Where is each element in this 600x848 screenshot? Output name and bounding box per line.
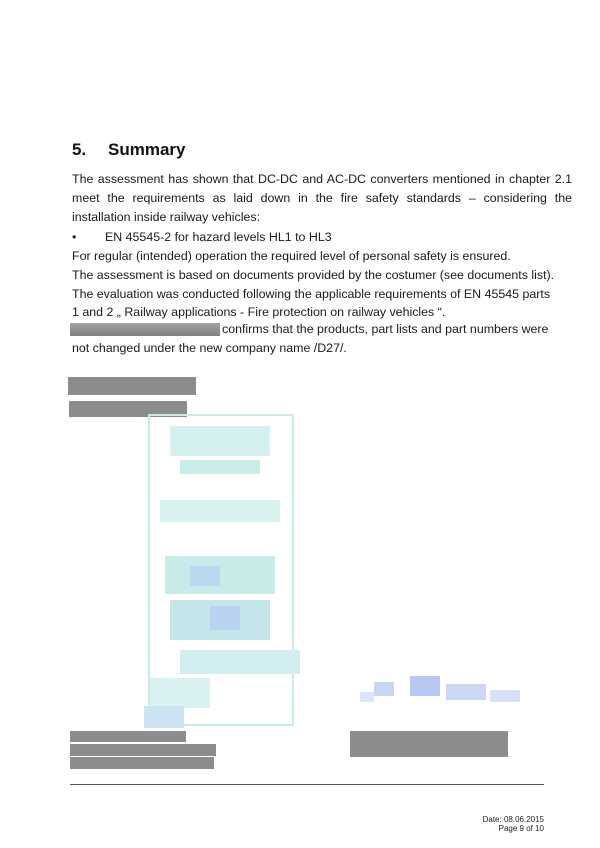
bullet-list-item xyxy=(72,228,332,247)
confirmation-line-2: not changed under the new company name /D27/. xyxy=(72,341,347,355)
safety-paragraph: For regular (intended) operation the required level of personal safety is ensured. xyxy=(72,249,511,263)
assessment-paragraph: The assessment has shown that DC-DC and AC-DC converters mentioned in chapter 2.1 meet the requirements as laid down in the fire safety standards – considering the installation inside railway vehicles: xyxy=(72,172,572,224)
footer-divider xyxy=(70,784,544,785)
redacted-signer-name-right xyxy=(350,731,508,757)
bullet-text: EN 45545-2 for hazard levels HL1 to HL3 xyxy=(105,230,332,244)
redacted-signer-name-left xyxy=(70,731,186,742)
redacted-location-block xyxy=(68,377,196,395)
bullet-symbol: • xyxy=(72,230,77,244)
basis-line-2: The evaluation was conducted following the applicable requirements of EN 45545 parts xyxy=(72,287,551,301)
footer-page-number: Page 9 of 10 xyxy=(498,824,544,833)
section-title: Summary xyxy=(108,140,186,159)
footer-date: Date: 08.06.2015 xyxy=(482,815,544,824)
confirmation-line-1: confirms that the products, part lists and part numbers were xyxy=(222,322,549,336)
company-stamp xyxy=(148,414,294,726)
basis-line-3: 1 and 2 „ Railway applications - Fire protection on railway vehicles “. xyxy=(72,305,446,319)
signature-image xyxy=(360,672,540,716)
section-number: 5. xyxy=(72,140,87,159)
redacted-company-name xyxy=(70,323,220,336)
redacted-signer-title-left-1 xyxy=(70,744,216,756)
section-heading xyxy=(72,140,185,160)
redacted-signer-title-left-2 xyxy=(70,757,214,769)
basis-line-1: The assessment is based on documents provided by the costumer (see documents list). xyxy=(72,268,555,282)
